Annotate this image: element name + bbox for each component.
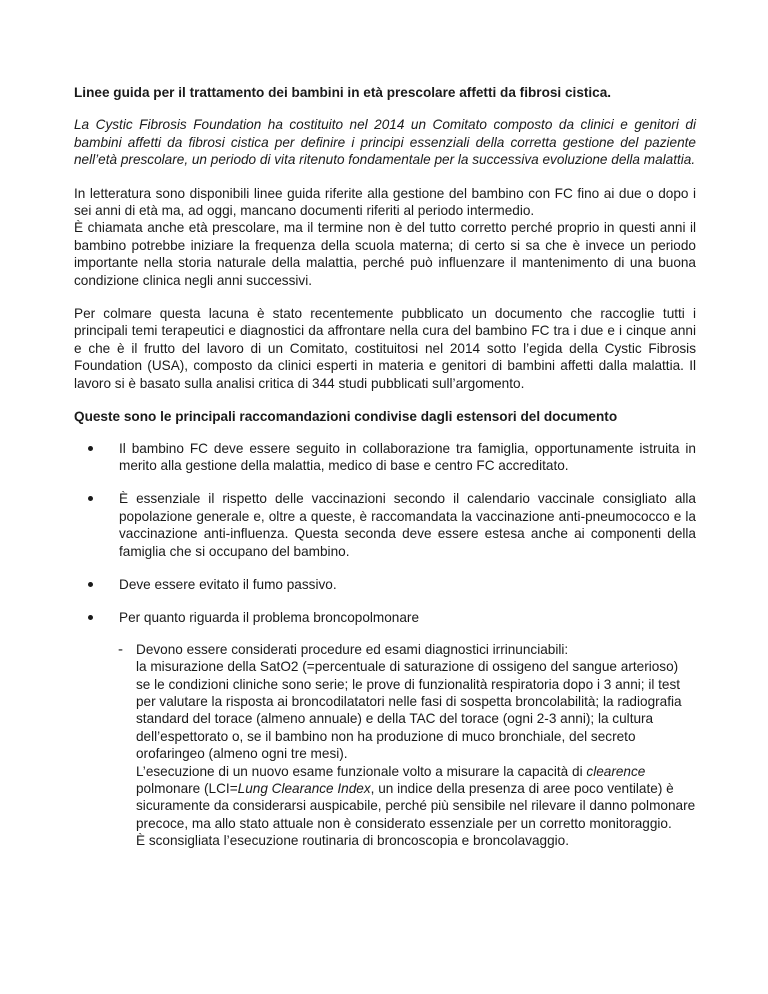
paragraph-1-text: In letteratura sono disponibili linee guida riferite alla gestione del bambino con FC fino ai due o dopo i sei anni di età ma, ad oggi, mancano documenti riferiti al periodo intermedio.: [74, 185, 696, 219]
sub-item-line-1: Devono essere considerati procedure ed esami diagnostici irrinunciabili:: [136, 641, 569, 657]
sub-item-line-3-em1: clearence: [586, 763, 646, 779]
document-title: Linee guida per il trattamento dei bambini in età prescolare affetti da fibrosi cistica.: [74, 85, 612, 100]
paragraph-1: [74, 185, 696, 289]
list-item-text: Deve essere evitato il fumo passivo.: [119, 576, 337, 592]
list-item-text: Il bambino FC deve essere seguito in collaborazione tra famiglia, opportunamente istruita in merito alla gestione della malattia, medico di base e centro FC accreditato.: [119, 440, 696, 473]
list-item: [74, 490, 696, 560]
paragraph-2: Per colmare questa lacuna è stato recentemente pubblicato un documento che raccoglie tutti i principali temi terapeutici e diagnostici da affrontare nella cura del bambino FC tra i due e i cinque anni e che è il frutto del lavoro di un Comitato, costituitosi nel 2014 sotto l’egida della Cystic Fibrosis Foundation (USA), composto da clinici esperti in materia e genitori di bambini affetti dalla malattia. Il lavoro si è basato sulla analisi critica di 344 studi pubblicati sull’argomento.: [74, 306, 696, 391]
sub-item-line-3: [136, 763, 696, 833]
intro-paragraph: La Cystic Fibrosis Foundation ha costituito nel 2014 un Comitato composto da clinici e genitori di bambini affetti da fibrosi cistica per definire i principi essenziali della corretta gestione del paziente nell’età prescolare, un periodo di vita ritenuto fondamentale per la successiva evoluzione della malattia.: [74, 117, 696, 168]
bullet-icon: [88, 446, 93, 451]
sub-item-line-3-a: L’esecuzione di un nuovo esame funzionale volto a misurare la capacità di: [136, 763, 587, 779]
sub-list-item: [74, 641, 696, 850]
paragraph-1b-text: È chiamata anche età prescolare, ma il termine non è del tutto corretto perché proprio in questi anni il bambino potrebbe iniziare la frequenza della scuola materna; di certo si sa che è invece un periodo importante nella storia naturale della malattia, perché può influenzare il mantenimento di una buona condizione clinica negli anni successivi.: [74, 220, 696, 288]
bullet-icon: [88, 496, 93, 501]
dash-icon: -: [118, 640, 123, 658]
bullet-icon: [88, 615, 93, 620]
sub-item-line-3-c: , un indice della presenza di aree poco ventilate) è sicuramente da considerarsi auspicabile, perché più sensibile nel rilevare il danno polmonare precoce, ma allo stato attuale non è considerato essenziale per un corretto monitoraggio.: [136, 781, 696, 831]
list-item: [74, 576, 696, 593]
sub-item-line-3-em2: Lung Clearance Index: [237, 781, 371, 796]
list-item-text: Per quanto riguarda il problema broncopolmonare: [119, 610, 419, 626]
sub-item-line-2: la misurazione della SatO2 (=percentuale di saturazione di ossigeno del sangue arterioso) se le condizioni cliniche sono serie; le prove di funzionalità respiratoria dopo i 3 anni; il test per valutare la risposta ai broncodilatatori nelle fasi di sospetta broncolabilità; la radiografia standard del torace (almeno annuale) e della TAC del torace (ogni 2-3 anni); la cultura dell’espettorato o, se il bambino non ha produzione di muco bronchiale, del secreto orofaringeo (almeno ogni tre mesi).: [136, 659, 682, 762]
recommendations-list: [74, 440, 696, 627]
section-title: Queste sono le principali raccomandazioni condivise dagli estensori del documento: [74, 409, 618, 425]
list-item: [74, 609, 696, 626]
sub-item-line-4: È sconsigliata l’esecuzione routinaria di broncoscopia e broncolavaggio.: [136, 833, 569, 849]
list-item-text: È essenziale il rispetto delle vaccinazioni secondo il calendario vaccinale consigliato alla popolazione generale e, oltre a queste, è raccomandata la vaccinazione anti-pneumococco e la vaccinazione anti-influenza. Questa seconda deve essere estesa anche ai componenti della famiglia che si occupano del bambino.: [119, 491, 696, 559]
bullet-icon: [88, 582, 93, 587]
document-page: [74, 84, 696, 850]
list-item: [74, 440, 696, 475]
sub-item-line-3-b: polmonare (LCI=: [136, 781, 238, 796]
